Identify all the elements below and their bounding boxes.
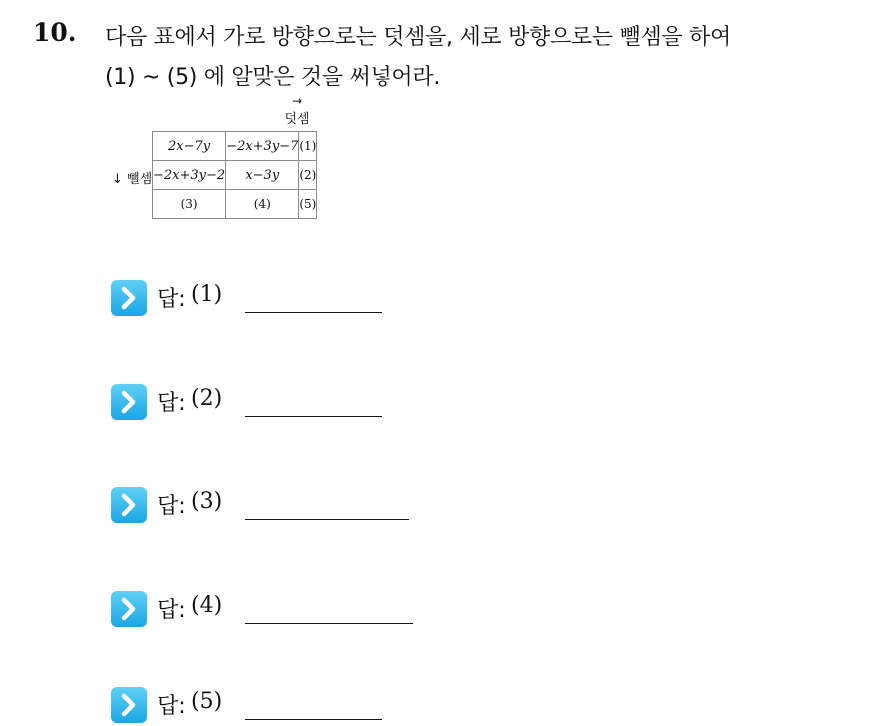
answer-number: (2) xyxy=(191,386,223,411)
answer-number: (4) xyxy=(191,593,223,618)
answer-label: 답: xyxy=(157,694,186,719)
table-cell-blank-5: (5) xyxy=(299,190,317,219)
operation-table xyxy=(152,131,317,219)
table-row xyxy=(153,161,317,190)
answer-label: 답: xyxy=(157,287,186,312)
chevron-right-icon xyxy=(111,687,147,723)
answer-label: 답: xyxy=(157,598,186,623)
table-cell: −2x+3y−2 xyxy=(153,161,226,190)
table-cell-blank-1: (1) xyxy=(299,132,317,161)
table-cell: x−3y xyxy=(226,161,299,190)
addition-label: 덧셈 xyxy=(284,112,310,127)
chevron-right-icon xyxy=(111,384,147,420)
table-cell-blank-2: (2) xyxy=(299,161,317,190)
table-cell: 2x−7y xyxy=(153,132,226,161)
question-text-line-2: (1) ~ (5) 에 알맞은 것을 써넣어라. xyxy=(105,65,441,90)
table-row xyxy=(153,132,317,161)
answer-number: (3) xyxy=(191,489,223,514)
table-row xyxy=(153,190,317,219)
answer-label: 답: xyxy=(157,494,186,519)
chevron-right-icon xyxy=(111,487,147,523)
answer-input-3[interactable] xyxy=(245,519,409,520)
answer-number: (5) xyxy=(191,689,223,714)
question-number: 10. xyxy=(33,18,77,47)
chevron-right-icon xyxy=(111,591,147,627)
answer-number: (1) xyxy=(191,282,223,307)
chevron-right-icon xyxy=(111,280,147,316)
table-cell-blank-4: (4) xyxy=(226,190,299,219)
answer-label: 답: xyxy=(157,391,186,416)
table-cell-blank-3: (3) xyxy=(153,190,226,219)
answer-input-1[interactable] xyxy=(245,312,382,313)
right-arrow-icon: → xyxy=(291,94,303,108)
question-text-line-1: 다음 표에서 가로 방향으로는 덧셈을, 세로 방향으로는 뺄셈을 하여 xyxy=(105,25,731,50)
subtraction-label: ↓ 뺄셈 xyxy=(112,172,153,187)
answer-input-2[interactable] xyxy=(245,416,382,417)
answer-input-4[interactable] xyxy=(245,623,413,624)
answer-input-5[interactable] xyxy=(245,719,382,720)
table-cell: −2x+3y−7 xyxy=(226,132,299,161)
